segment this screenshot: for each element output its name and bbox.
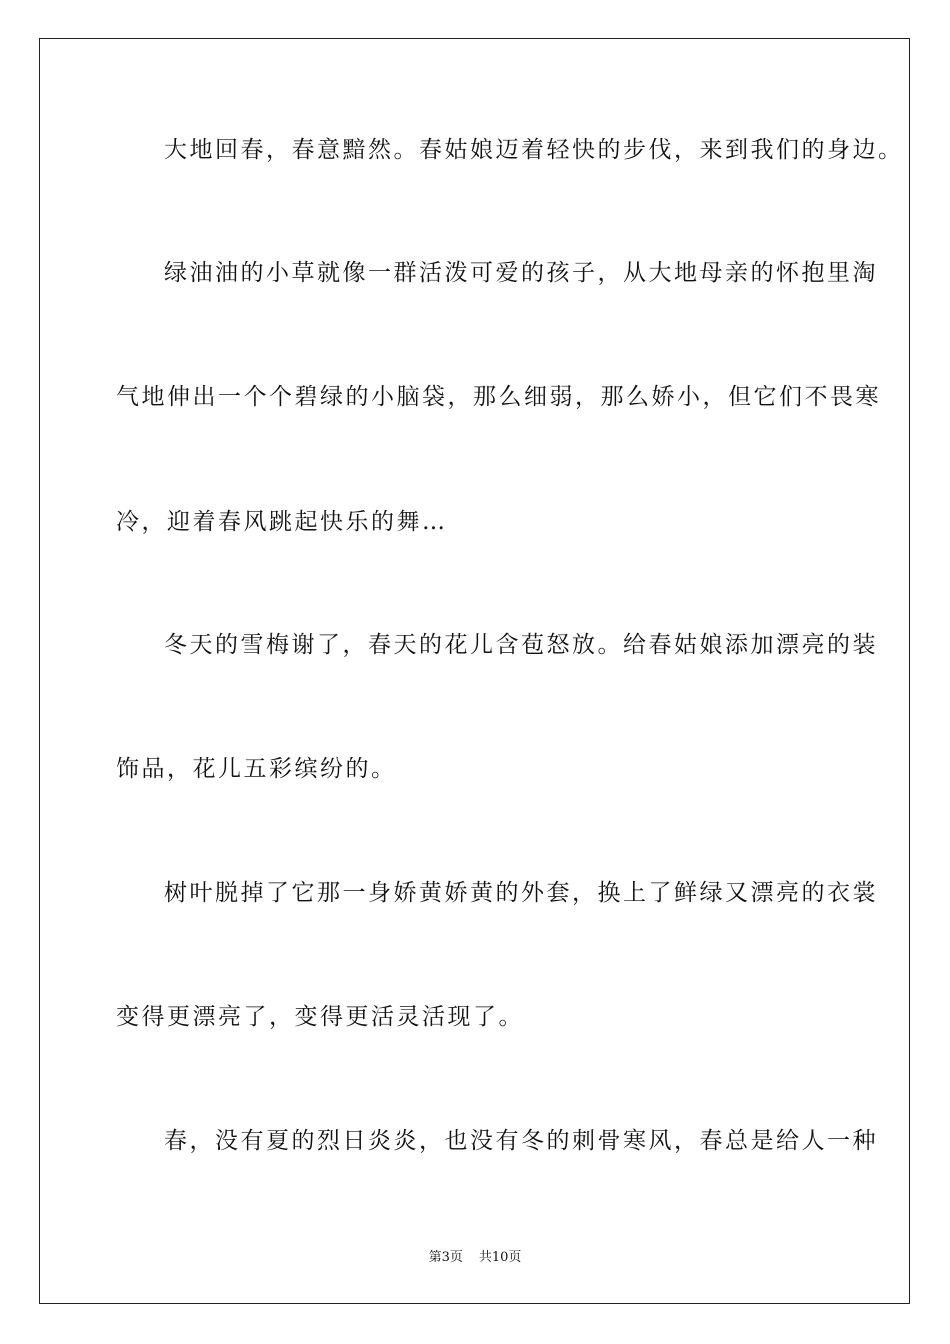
paragraph-line: 绿油油的小草就像一群活泼可爱的孩子，从大地母亲的怀抱里淘 (164, 260, 878, 286)
paragraph-line: 树叶脱掉了它那一身娇黄娇黄的外套，换上了鲜绿又漂亮的衣裳 (164, 880, 878, 906)
paragraph-line: 冬天的雪梅谢了，春天的花儿含苞怒放。给春姑娘添加漂亮的装 (164, 632, 878, 658)
page-frame (39, 38, 910, 1304)
paragraph-line: 变得更漂亮了，变得更活灵活现了。 (116, 1004, 524, 1030)
paragraph-line: 饰品，花儿五彩缤纷的。 (116, 756, 397, 782)
paragraph-line: 春，没有夏的烈日炎炎，也没有冬的刺骨寒风，春总是给人一种 (164, 1128, 878, 1154)
page-number: 第3页 (428, 1250, 463, 1265)
paragraph-line: 大地回春，春意黯然。春姑娘迈着轻快的步伐，来到我们的身边。 (164, 137, 904, 163)
paragraph-line: 冷，迎着春风跳起快乐的舞… (116, 509, 448, 535)
page-footer (0, 1246, 950, 1265)
paragraph-line: 气地伸出一个个碧绿的小脑袋，那么细弱，那么娇小，但它们不畏寒 (116, 384, 881, 410)
page-total: 共10页 (478, 1250, 522, 1265)
